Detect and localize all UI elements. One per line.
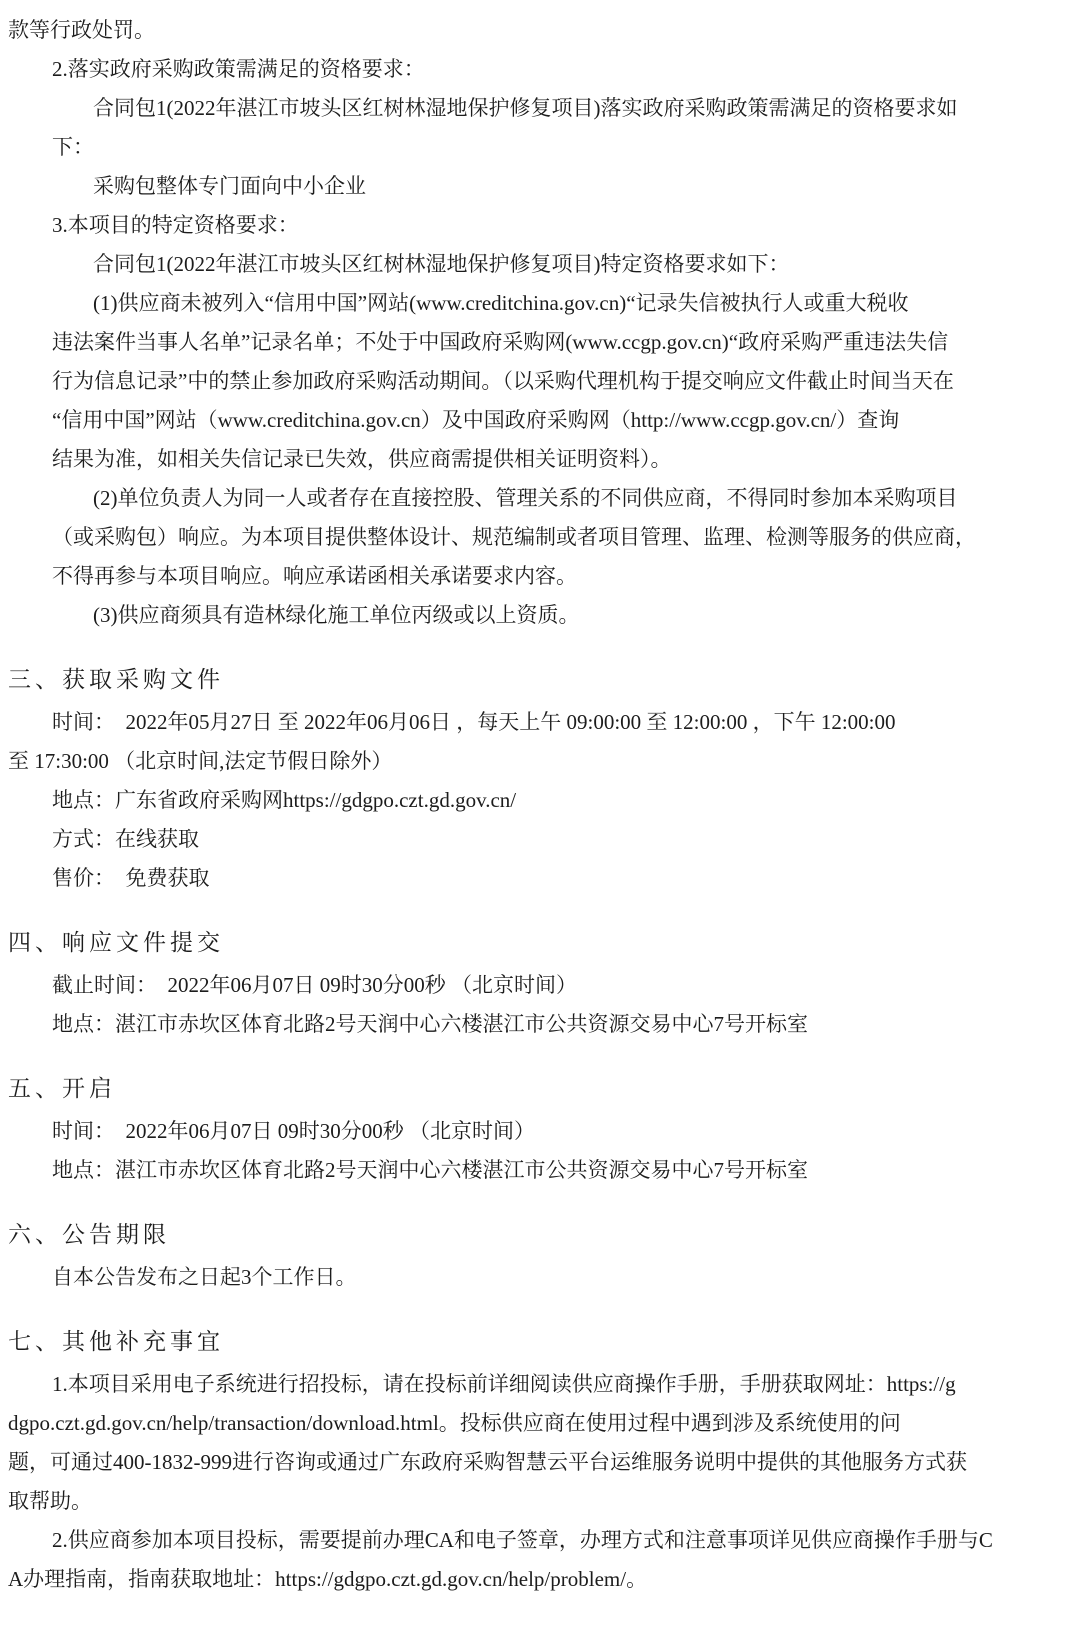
document-line: 2.供应商参加本项目投标，需要提前办理CA和电子签章，办理方式和注意事项详见供应商操作手册与C: [52, 1528, 993, 1552]
document-line: 结果为准，如相关失信记录已失效，供应商需提供相关证明资料）。: [52, 447, 672, 471]
document-line: (3)供应商须具有造林绿化施工单位丙级或以上资质。: [93, 603, 580, 627]
document-line: （或采购包）响应。为本项目提供整体设计、规范编制或者项目管理、监理、检测等服务的供应商，: [52, 525, 976, 549]
document-line: 违法案件当事人名单”记录名单；不处于中国政府采购网(www.ccgp.gov.cn)“政府采购严重违法失信: [52, 330, 949, 354]
document-line: 合同包1(2022年湛江市坡头区红树林湿地保护修复项目)特定资格要求如下：: [93, 252, 790, 276]
document-line: 方式：在线获取: [52, 827, 199, 851]
document-line: 截止时间： 2022年06月07日 09时30分00秒 （北京时间）: [52, 973, 577, 997]
document-line: 不得再参与本项目响应。响应承诺函相关承诺要求内容。: [52, 564, 577, 588]
section-heading: 五、开启: [8, 1076, 116, 1101]
document-line: 自本公告发布之日起3个工作日。: [52, 1265, 357, 1289]
document-line: 售价： 免费获取: [52, 866, 210, 890]
document-line: 至 17:30:00 （北京时间,法定节假日除外）: [8, 749, 393, 773]
document-line: 取帮助。: [8, 1489, 92, 1513]
document-line: 地点：广东省政府采购网https://gdgpo.czt.gd.gov.cn/: [52, 788, 517, 812]
document-line: 行为信息记录”中的禁止参加政府采购活动期间。（以采购代理机构于提交响应文件截止时间当天在: [52, 369, 954, 393]
document-line: “信用中国”网站（www.creditchina.gov.cn）及中国政府采购网（http://www.ccgp.gov.cn/）查询: [52, 408, 900, 432]
document-line: 地点：湛江市赤坎区体育北路2号天润中心六楼湛江市公共资源交易中心7号开标室: [52, 1158, 808, 1182]
document-line: 采购包整体专门面向中小企业: [93, 174, 366, 198]
document-line: 3.本项目的特定资格要求：: [52, 213, 299, 237]
section-heading: 三、获取采购文件: [8, 667, 224, 692]
document-line: (2)单位负责人为同一人或者存在直接控股、管理关系的不同供应商，不得同时参加本采购项目: [93, 486, 958, 510]
document-line: dgpo.czt.gd.gov.cn/help/transaction/download.html。投标供应商在使用过程中遇到涉及系统使用的问: [8, 1411, 901, 1435]
document-line: 地点：湛江市赤坎区体育北路2号天润中心六楼湛江市公共资源交易中心7号开标室: [52, 1012, 808, 1036]
section-heading: 七、其他补充事宜: [8, 1329, 224, 1354]
document-line: 时间： 2022年05月27日 至 2022年06月06日 ，每天上午 09:00:00 至 12:00:00 ，下午 12:00:00: [52, 710, 896, 734]
document-line: A办理指南，指南获取地址：https://gdgpo.czt.gd.gov.cn/help/problem/。: [8, 1567, 648, 1591]
document-body: [0, 11, 1083, 1599]
section-heading: 六、公告期限: [8, 1222, 170, 1247]
document-line: 合同包1(2022年湛江市坡头区红树林湿地保护修复项目)落实政府采购政策需满足的资格要求如: [93, 96, 958, 120]
document-line: 款等行政处罚。: [8, 18, 155, 42]
document-line: 时间： 2022年06月07日 09时30分00秒 （北京时间）: [52, 1119, 535, 1143]
document-line: 题，可通过400-1832-999进行咨询或通过广东政府采购智慧云平台运维服务说明中提供的其他服务方式获: [8, 1450, 967, 1474]
document-line: 2.落实政府采购政策需满足的资格要求：: [52, 57, 425, 81]
document-line: (1)供应商未被列入“信用中国”网站(www.creditchina.gov.cn)“记录失信被执行人或重大税收: [93, 291, 909, 315]
section-heading: 四、响应文件提交: [8, 930, 224, 955]
document-line: 下：: [52, 135, 94, 159]
document-line: 1.本项目采用电子系统进行招投标，请在投标前详细阅读供应商操作手册，手册获取网址：https://g: [52, 1372, 956, 1396]
